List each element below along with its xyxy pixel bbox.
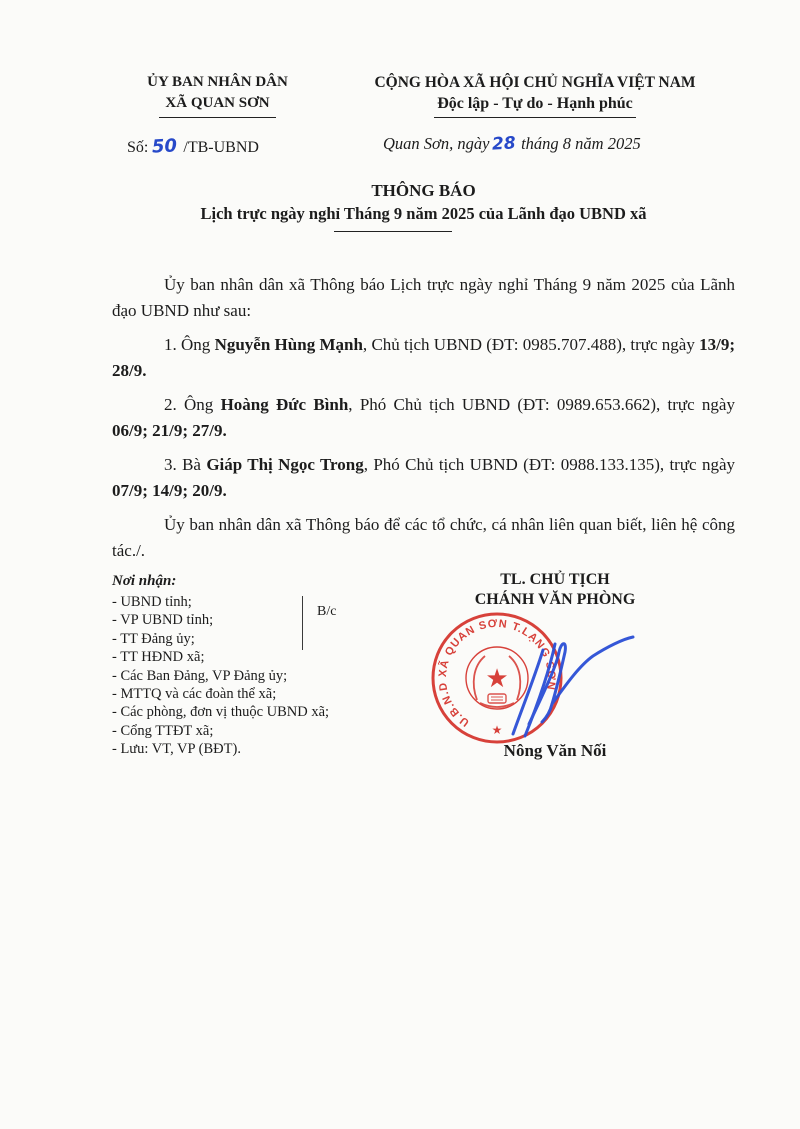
document-type-title: THÔNG BÁO <box>371 181 476 200</box>
national-header-block <box>345 72 725 118</box>
signature-position: CHÁNH VĂN PHÒNG <box>474 591 636 608</box>
signer-name: Nông Văn Nối <box>503 741 607 760</box>
item1-detail: , Chủ tịch UBND (ĐT: 0985.707.488), trực ngày <box>362 335 700 354</box>
item1-prefix: 1. Ông <box>164 335 215 354</box>
schedule-item-2 <box>112 392 735 444</box>
recipient-item: - Các phòng, đơn vị thuộc UBND xã; <box>112 704 330 721</box>
issuer-name: ỦY BAN NHÂN DÂN <box>147 74 288 90</box>
document-number-suffix: /TB-UBND <box>183 139 259 156</box>
title-divider-rule <box>334 231 452 232</box>
recipient-item: - TT Đảng ủy; <box>112 630 195 647</box>
recipient-item: - UBND tỉnh; <box>112 594 192 610</box>
schedule-item-1 <box>112 332 735 384</box>
issuer-locality: XÃ QUAN SƠN <box>159 93 275 118</box>
place-date-rest: tháng 8 năm 2025 <box>521 134 641 153</box>
item2-prefix: 2. Ông <box>164 395 221 414</box>
date-day-handwritten: 28 <box>491 133 517 155</box>
recipient-item: - MTTQ và các đoàn thể xã; <box>112 686 277 703</box>
recipient-item: - Lưu: VT, VP (BĐT). <box>112 741 241 758</box>
item3-duty-dates: 07/9; 14/9; 20/9. <box>112 481 227 500</box>
recipients-block <box>112 573 352 759</box>
recipient-item: - Cổng TTĐT xã; <box>112 722 214 739</box>
issuer-block <box>110 72 325 118</box>
document-subject-title: Lịch trực ngày nghỉ Tháng 9 năm 2025 của Lãnh đạo UBND xã <box>200 204 647 223</box>
recipient-item: - VP UBND tỉnh; <box>112 612 214 629</box>
document-number-line <box>127 136 259 157</box>
item3-prefix: 3. Bà <box>164 455 207 474</box>
item2-detail: , Phó Chủ tịch UBND (ĐT: 0989.653.662), trực ngày <box>348 395 735 414</box>
document-body <box>112 272 735 572</box>
stamp-emblem-star-icon: ★ <box>485 664 509 693</box>
item3-detail: , Phó Chủ tịch UBND (ĐT: 0988.133.135), trực ngày <box>363 455 735 474</box>
document-number-prefix: Số: <box>127 139 149 156</box>
report-copy-label: B/c <box>317 604 337 619</box>
item2-duty-dates: 06/9; 21/9; 27/9. <box>112 421 227 440</box>
recipients-title: Nơi nhận: <box>112 573 177 589</box>
stamp-arc-text: U.B.N.D XÃ QUAN SƠN T.LẠNG SƠN <box>436 617 558 729</box>
item1-duty-dates: 13/9; 28/9. <box>112 335 735 380</box>
report-copy-bracket-line <box>302 596 303 650</box>
signature-delegation: TL. CHỦ TỊCH <box>500 571 610 588</box>
document-number-handwritten: 50 <box>151 135 178 158</box>
recipient-item: - Các Ban Đảng, VP Đảng ủy; <box>112 667 288 684</box>
signature-heading <box>440 570 670 610</box>
national-motto: Độc lập - Tự do - Hạnh phúc <box>434 93 636 118</box>
intro-paragraph: Ủy ban nhân dân xã Thông báo Lịch trực ngày nghỉ Tháng 9 năm 2025 của Lãnh đạo UBND như sau: <box>112 275 735 320</box>
schedule-item-3 <box>112 452 735 504</box>
item2-name: Hoàng Đức Bình <box>220 395 349 414</box>
national-title: CỘNG HÒA XÃ HỘI CHỦ NGHĨA VIỆT NAM <box>374 74 696 91</box>
item3-name: Giáp Thị Ngọc Trong <box>206 455 364 474</box>
place-date-prefix: Quan Sơn, ngày <box>383 134 490 153</box>
recipient-item: - TT HĐND xã; <box>112 649 205 666</box>
handwritten-signature <box>495 606 645 744</box>
stamp-bottom-star-icon: ★ <box>491 723 503 737</box>
item1-name: Nguyễn Hùng Mạnh <box>214 335 363 354</box>
closing-paragraph: Ủy ban nhân dân xã Thông báo để các tổ chức, cá nhân liên quan biết, liên hệ công tác./. <box>112 515 735 560</box>
place-date-line <box>383 134 641 154</box>
